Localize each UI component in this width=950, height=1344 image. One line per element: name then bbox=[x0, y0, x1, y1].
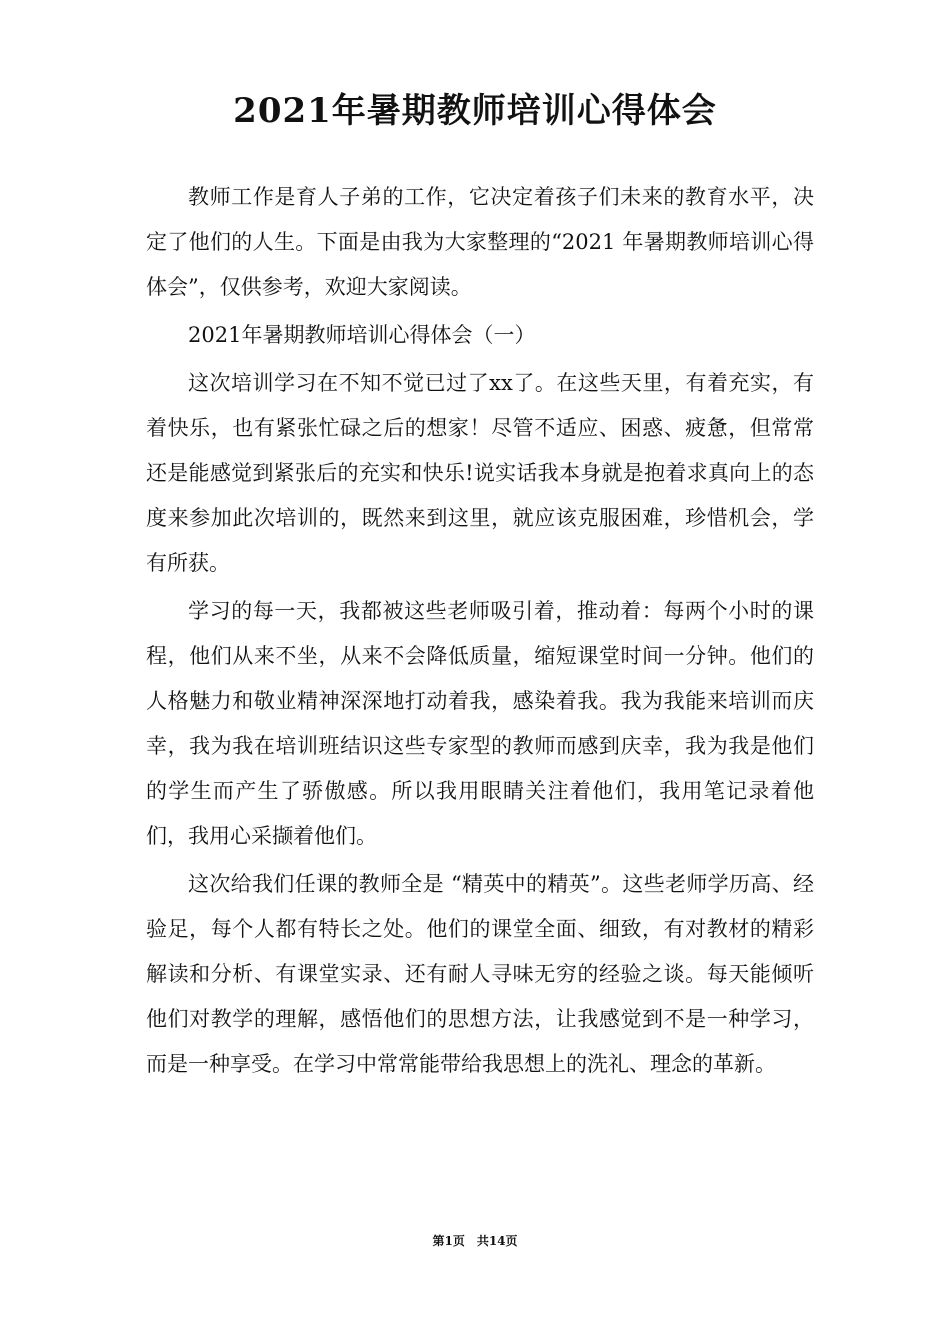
body-paragraph: 学习的每一天，我都被这些老师吸引着，推动着：每两个小时的课程，他们从来不坐，从来不会降低质量，缩短课堂时间一分钟。他们的人格魅力和敬业精神深深地打动着我，感染着我。我为我能来培训而庆幸，我为我在培训班结识这些专家型的教师而感到庆幸，我为我是他们的学生而产生了骄傲感。所以我用眼睛关注着他们，我用笔记录着他们，我用心采撷着他们。 bbox=[146, 599, 814, 848]
document-title: 2021年暑期教师培训心得体会 bbox=[233, 91, 717, 131]
section-heading: 2021年暑期教师培训心得体会（一） bbox=[188, 323, 536, 347]
page-footer: 第1页 共14页 bbox=[432, 1234, 518, 1248]
intro-paragraph: 教师工作是育人子弟的工作，它决定着孩子们未来的教育水平，决定了他们的人生。下面是由我为大家整理的“2021 年暑期教师培训心得体会”，仅供参考，欢迎大家阅读。 bbox=[146, 185, 814, 299]
body-paragraph: 这次培训学习在不知不觉已过了xx了。在这些天里，有着充实，有着快乐，也有紧张忙碌之后的想家！尽管不适应、困惑、疲惫，但常常还是能感觉到紧张后的充实和快乐!说实话我本身就是抱着求真向上的态度来参加此次培训的，既然来到这里，就应该克服困难，珍惜机会，学有所获。 bbox=[146, 371, 814, 575]
document-body bbox=[146, 175, 814, 1087]
body-paragraph: 这次给我们任课的教师全是 “精英中的精英”。这些老师学历高、经验足，每个人都有特长之处。他们的课堂全面、细致，有对教材的精彩解读和分析、有课堂实录、还有耐人寻味无穷的经验之谈。每天能倾听他们对教学的理解，感悟他们的思想方法，让我感觉到不是一种学习，而是一种享受。在学习中常常能带给我思想上的洗礼、理念的革新。 bbox=[146, 872, 814, 1076]
